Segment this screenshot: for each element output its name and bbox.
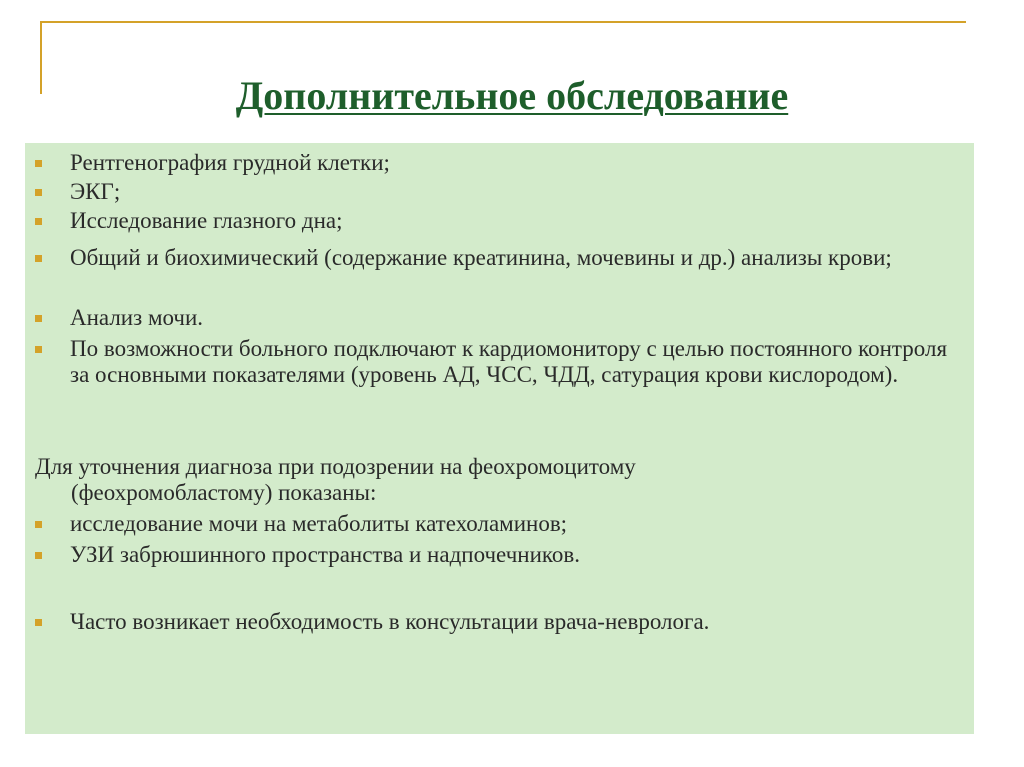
list-item: Часто возникает необходимость в консультации врача-невролога. — [70, 609, 710, 634]
bullet-icon — [35, 255, 42, 262]
list-item: ЭКГ; — [70, 179, 121, 204]
bullet-icon — [35, 619, 42, 626]
list-item: Общий и биохимический (содержание креатинина, мочевины и др.) анализы крови; — [70, 245, 892, 270]
frame-line-top — [40, 21, 966, 23]
bullet-icon — [35, 189, 42, 196]
list-item: Рентгенография грудной клетки; — [70, 150, 390, 175]
diagnosis-paragraph — [35, 454, 955, 506]
bullet-icon — [35, 521, 42, 528]
slide-title: Дополнительное обследование — [235, 73, 789, 118]
list-item: Исследование глазного дна; — [70, 208, 343, 233]
content-box — [25, 143, 974, 734]
bullet-icon — [35, 346, 42, 353]
list-item: Анализ мочи. — [70, 305, 204, 330]
bullet-icon — [35, 160, 42, 167]
list-item: УЗИ забрюшинного пространства и надпочечников. — [70, 542, 580, 567]
paragraph-line-2: (феохромобластому) показаны: — [71, 480, 377, 505]
bullet-icon — [35, 218, 42, 225]
bullet-icon — [35, 315, 42, 322]
list-item: По возможности больного подключают к кардиомонитору с целью постоянного контроля за основными показателями (уровень АД, ЧСС, ЧДД, сатурация крови кислородом). — [70, 336, 948, 387]
paragraph-line-1: Для уточнения диагноза при подозрении на феохромоцитому — [35, 454, 636, 479]
bullet-icon — [35, 552, 42, 559]
list-item: исследование мочи на метаболиты катехоламинов; — [70, 511, 568, 536]
